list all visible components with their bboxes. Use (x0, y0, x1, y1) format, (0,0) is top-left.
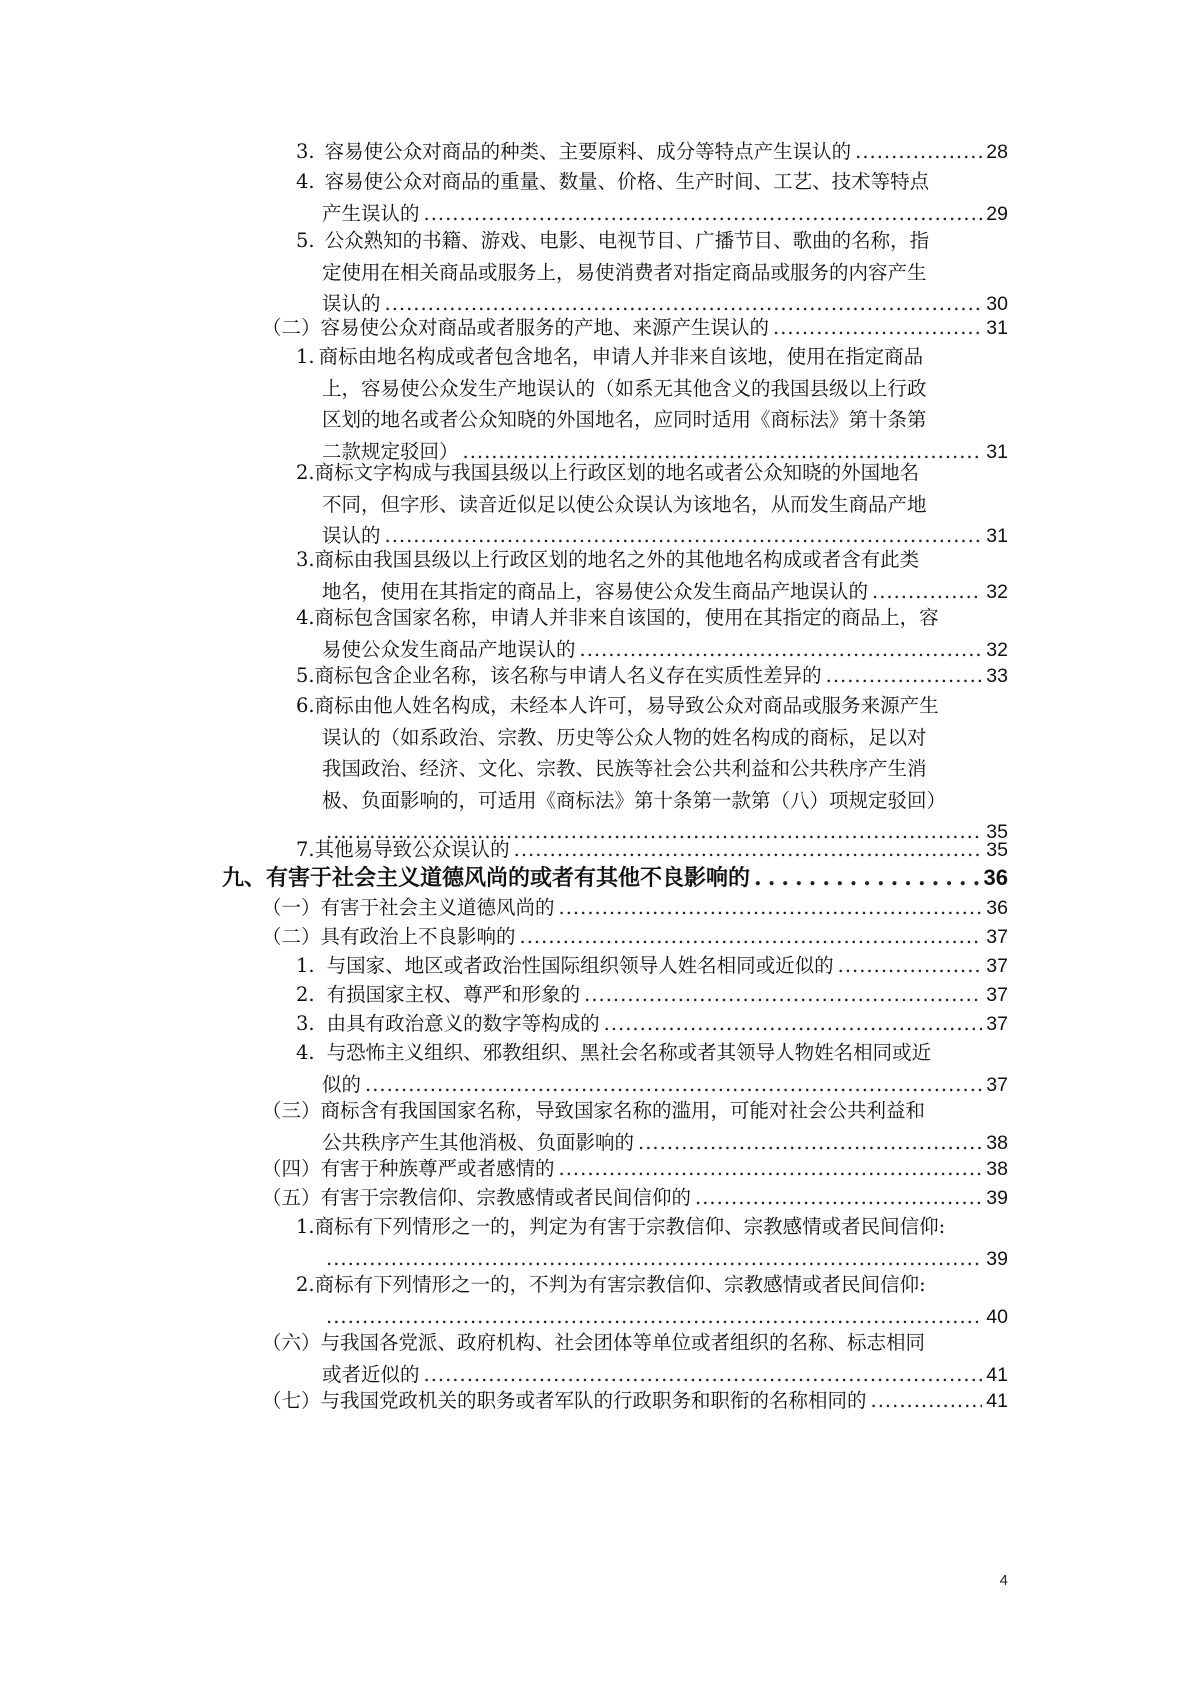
entry-page: 41 (986, 1390, 1008, 1412)
entry-number: （一） (262, 896, 321, 919)
entry-title-cont: 我国政治、经济、文化、宗教、民族等社会公共利益和公共秩序产生消 (322, 757, 927, 780)
entry-title: 其他易导致公众误认的 (314, 838, 510, 861)
entry-page: 37 (986, 984, 1008, 1006)
dot-leader (584, 979, 982, 1011)
entry-title: 与我国党政机关的职务或者军队的行政职务和职衔的名称相同的 (320, 1389, 867, 1412)
toc-entry[interactable] (262, 1095, 1008, 1159)
entry-page: 37 (986, 955, 1008, 977)
entry-title: 商标由地名构成或者包含地名，申请人并非来自该地，使用在指定商品 (318, 345, 924, 368)
dot-leader (826, 660, 983, 692)
entry-number: 1. (296, 345, 315, 368)
dot-leader (855, 136, 982, 168)
entry-number: （三） (262, 1099, 321, 1122)
toc-entry[interactable] (262, 921, 1008, 954)
entry-page: 40 (986, 1305, 1008, 1328)
entry-title: 有害于宗教信仰、宗教感情或者民间信仰的 (320, 1186, 692, 1209)
entry-number: （二） (262, 925, 321, 948)
entry-title: 容易使公众对商品的重量、数量、价格、生产时间、工艺、技术等特点 (324, 170, 930, 193)
entry-page: 37 (986, 926, 1008, 948)
page-number: 4 (999, 1572, 1008, 1589)
dot-leader (520, 921, 983, 953)
entry-page: 37 (986, 1013, 1008, 1035)
entry-title: 商标有下列情形之一的，不判为有害宗教信仰、宗教感情或者民间信仰: (314, 1273, 926, 1296)
entry-number: 7. (296, 838, 315, 861)
entry-page: 35 (986, 839, 1008, 861)
entry-number: 4. (296, 170, 315, 193)
entry-number: （六） (262, 1331, 321, 1354)
entry-title: 有害于社会主义道德风尚的或者有其他不良影响的 (266, 865, 751, 891)
toc-chapter-entry[interactable] (222, 862, 1008, 895)
entry-page: 39 (986, 1247, 1008, 1270)
entry-title: 由具有政治意义的数字等构成的 (326, 1012, 600, 1035)
entry-title: 容易使公众对商品的种类、主要原料、成分等特点产生误认的 (324, 140, 852, 163)
entry-title: 商标包含企业名称，该名称与申请人名义存在实质性差异的 (314, 664, 822, 687)
entry-title-cont: 极、负面影响的，可适用《商标法》第十条第一款第（八）项规定驳回） (322, 788, 947, 812)
toc-entry[interactable] (296, 1037, 1008, 1101)
toc-entry[interactable] (296, 544, 1008, 608)
entry-title: 具有政治上不良影响的 (320, 925, 516, 948)
toc-entry[interactable] (296, 1269, 1008, 1333)
entry-number: （七） (262, 1389, 321, 1412)
dot-leader (604, 1008, 983, 1040)
toc-entry[interactable] (296, 225, 1008, 321)
entry-title-cont: 或者近似的 (322, 1362, 420, 1386)
entry-title-cont: 误认的 (322, 524, 381, 547)
toc-entry[interactable] (262, 892, 1008, 925)
entry-title: 商标有下列情形之一的，判定为有害于宗教信仰、宗教感情或者民间信仰: (314, 1215, 946, 1238)
entry-number: （五） (262, 1186, 321, 1209)
entry-title-cont: 易使公众发生商品产地误认的 (322, 637, 576, 661)
dot-leader (695, 1182, 982, 1214)
dot-leader (754, 863, 979, 895)
entry-title-cont: 不同，但字形、读音近似足以使公众误认为该地名，从而发生商品产地 (322, 492, 927, 516)
entry-page: 31 (986, 440, 1008, 463)
entry-title: 商标包含国家名称，申请人并非来自该国的，使用在其指定的商品上，容 (314, 606, 939, 629)
entry-title-cont: 定使用在相关商品或服务上，易使消费者对指定商品或服务的内容产生 (322, 260, 927, 284)
entry-title: 商标由他人姓名构成，未经本人许可，易导致公众对商品或服务来源产生 (314, 694, 939, 717)
entry-title-cont: 公共秩序产生其他消极、负面影响的 (322, 1130, 635, 1154)
entry-title: 商标含有我国国家名称，导致国家名称的滥用，可能对社会公共利益和 (320, 1099, 926, 1122)
entry-title-cont: 上，容易使公众发生产地误认的（如系无其他含义的我国县级以上行政 (322, 376, 927, 400)
entry-title: 有害于种族尊严或者感情的 (320, 1157, 555, 1180)
dot-leader (559, 1153, 983, 1185)
entry-page: 28 (986, 141, 1008, 163)
entry-number: 1. (296, 1215, 315, 1238)
entry-title-cont: 二款规定驳回） (322, 439, 459, 463)
toc-entry[interactable] (296, 602, 1008, 666)
entry-number: 1. (296, 954, 315, 977)
entry-page: 33 (986, 665, 1008, 687)
entry-title-cont: 地名，使用在其指定的商品上，容易使公众发生商品产地误认的 (322, 579, 869, 603)
entry-page: 29 (986, 202, 1008, 225)
entry-page: 38 (986, 1131, 1008, 1154)
entry-title-cont: 产生误认的 (322, 201, 420, 225)
entry-title-cont: 区划的地名或者公众知晓的外国地名，应同时适用《商标法》第十条第 (322, 408, 927, 431)
entry-title: 与我国各党派、政府机构、社会团体等单位或者组织的名称、标志相同 (320, 1331, 926, 1354)
entry-title: 有害于社会主义道德风尚的 (320, 896, 555, 919)
entry-title-cont: 误认的（如系政治、宗教、历史等公众人物的姓名构成的商标，足以对 (322, 725, 927, 749)
toc-entry[interactable] (296, 660, 1008, 693)
entry-page: 32 (986, 580, 1008, 603)
entry-number: 3. (296, 1012, 315, 1035)
toc-entry[interactable] (296, 979, 1008, 1012)
entry-number: 5. (296, 664, 315, 687)
entry-page: 41 (986, 1363, 1008, 1386)
entry-title: 商标文字构成与我国县级以上行政区划的地名或者公众知晓的外国地名 (314, 461, 920, 484)
toc-entry[interactable] (262, 1182, 1008, 1215)
toc-entry[interactable] (296, 950, 1008, 983)
entry-page: 39 (986, 1187, 1008, 1209)
entry-page: 31 (986, 525, 1008, 547)
dot-leader (773, 312, 982, 344)
entry-page: 36 (983, 865, 1008, 890)
entry-title: 与恐怖主义组织、邪教组织、黑社会名称或者其领导人物姓名相同或近 (326, 1041, 932, 1064)
entry-title-cont: 似的 (322, 1072, 362, 1096)
entry-number: （二） (262, 316, 321, 339)
entry-number: （四） (262, 1157, 321, 1180)
entry-number: 3. (296, 548, 315, 571)
entry-title: 公众熟知的书籍、游戏、电影、电视节目、广播节目、歌曲的名称，指 (324, 229, 930, 252)
entry-page: 31 (986, 317, 1008, 339)
toc-entry[interactable] (262, 1385, 1008, 1418)
entry-number: 4. (296, 606, 315, 629)
toc-entry[interactable] (262, 1153, 1008, 1186)
entry-page: 36 (986, 897, 1008, 919)
dot-leader (838, 950, 983, 982)
entry-page: 38 (986, 1158, 1008, 1180)
entry-number: 2. (296, 461, 315, 484)
entry-page: 37 (986, 1073, 1008, 1096)
toc-entry[interactable] (296, 341, 1008, 468)
toc-entry[interactable] (296, 690, 1008, 849)
dot-leader (514, 834, 983, 866)
entry-page: 30 (986, 293, 1008, 315)
entry-number: 2. (296, 983, 315, 1006)
toc-entry[interactable] (296, 166, 1008, 230)
toc-entry[interactable] (296, 457, 1008, 553)
toc-entry[interactable] (296, 1008, 1008, 1041)
entry-title: 容易使公众对商品或者服务的产地、来源产生误认的 (320, 316, 770, 339)
entry-number: 6. (296, 694, 315, 717)
entry-page: 32 (986, 638, 1008, 661)
entry-page: 35 (986, 821, 1008, 843)
entry-number: 九、 (222, 865, 267, 891)
entry-number: 5. (296, 229, 315, 252)
toc-entry[interactable] (296, 136, 1008, 169)
dot-leader (871, 1385, 983, 1417)
entry-title: 商标由我国县级以上行政区划的地名之外的其他地名构成或者含有此类 (314, 548, 920, 571)
entry-title: 有损国家主权、尊严和形象的 (326, 983, 581, 1006)
toc-entry[interactable] (262, 312, 1008, 345)
entry-number: 2. (296, 1273, 315, 1296)
entry-title: 与国家、地区或者政治性国际组织领导人姓名相同或近似的 (326, 954, 834, 977)
dot-leader (559, 892, 983, 924)
toc-entry[interactable] (296, 1211, 1008, 1275)
entry-number: 4. (296, 1041, 315, 1064)
toc-entry[interactable] (262, 1327, 1008, 1391)
entry-number: 3. (296, 140, 315, 163)
entry-title-cont: 误认的 (322, 292, 381, 315)
